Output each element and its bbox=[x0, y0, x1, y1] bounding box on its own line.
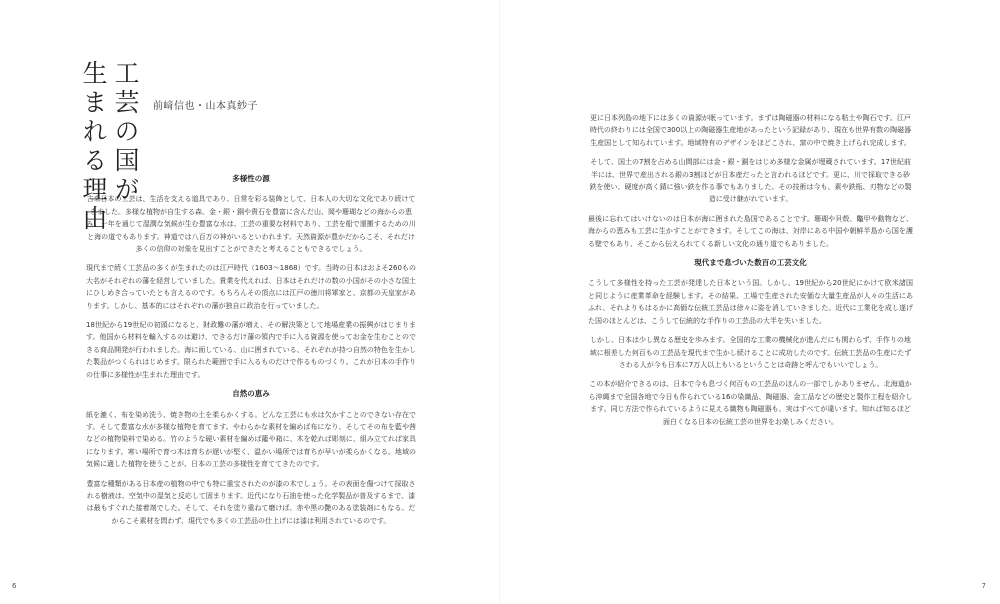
title-line-1: 工芸の国が bbox=[111, 60, 140, 205]
paragraph: 現代まで続く工芸品の多くが生まれたのは江戸時代（1603～1868）です。当時の日本はおよそ260もの大名がそれぞれの藩を経営していました。貴業を代えれば、日本はそれだけの数の小国がその小さな国土にひしめき合っていたとも言えるのです。もちろんその頂点には江戸の徳川将軍家と、京都の天皇家があります。しかし、基本的にはそれぞれの藩が独自に政治を行っていました。 bbox=[86, 264, 416, 310]
section-heading-modern-crafts: 現代まで息づいた数百の工芸文化 bbox=[694, 258, 807, 268]
title-line-2: 生まれる理由 bbox=[79, 60, 108, 234]
section-heading-nature: 自然の恵み bbox=[232, 389, 270, 399]
author-names: 前﨑信也・山本真紗子 bbox=[153, 101, 258, 112]
page-number-right: 7 bbox=[981, 582, 986, 590]
paragraph: 豊富な種類がある日本産の植物の中でも特に重宝されたのが漆の木でしょう。その表面を傷つけて採取される樹液は、空気中の湿気と反応して固まります。近代になり石油を使った化学製品が普及するまで、漆は最もすぐれた接着剤でした。そして、それを塗り重ねて磨けば、赤や黒の艶のある塗装剤にもなる。だからこそ素材を問わず、現代でも多くの工芸品の仕上げには漆は利用されているのです。 bbox=[86, 479, 416, 525]
paragraph: しかし、日本は少し異なる歴史を歩みます。全国的な工業の機械化が進んだにも関わらず、手作りの地域に根差した何百もの工芸品を現代まで生かし続けることに成功したのです。伝統工芸品の生産にたずさわる人が今も日本に7万人以上もいるということは奇跡と呼んでもいいでしょう。 bbox=[589, 336, 912, 369]
paragraph: こうして多様性を持った工芸が発達した日本という国。しかし、19世紀から20世紀にかけて欧米諸国と同じように産業革命を経験します。その結果、工場で生産された安価な大量生産品が人々の生活にあふれ、それよりもはるかに高価な伝統工芸品は徐々に姿を消していきました。近代に工業化を成し遂げた国のほとんどは、こうして伝統的な手作りの工芸品の大半を失いました。 bbox=[588, 279, 913, 325]
paragraph: そして、国土の7割を占める山間部には金・銀・銅をはじめ多様な金属が埋蔵されています。17世紀前半には、世界で産出される銀の3割ほどが日本産だったと言われるほどです。更に、川で採取できる砂鉄を使い、硬度が高く錆に強い鉄を作る事でもありました。その技術は今も、素や鉄瓶、刃物などの製造に受け継がれています。 bbox=[589, 158, 912, 204]
paragraph: 更に日本列島の地下には多くの資源が眠っています。まずは陶磁器の材料になる粘土や陶石です。江戸時代の終わりには全国で300以上の陶磁器生産地があったという記録があり、現在も世界有数の陶磁器生産国として知られています。地域特有のデザインをほどこされ、窯の中で焼き上げられ完成します。 bbox=[589, 114, 912, 147]
paragraph: この本が紹介できるのは、日本で今も息づく何百もの工芸品のほんの一部でしかありません。北海道から沖縄まで全国各地で今日も作られている16の染織品、陶磁器、金工品などの歴史と製作工程を紹介します。同じ方法で作られているように見える織物も陶磁器も、実はすべてが違います。知れば知るほど面白くなる日本の伝統工芸の世界をお楽しみください。 bbox=[588, 380, 913, 426]
page-number-left: 6 bbox=[12, 582, 17, 590]
paragraph: 古来日本の工芸は、生活を支える道具であり、日常を彩る装飾として、日本人の大切な文化であり続けてきました。多様な植物が自生する森。金・銀・銅や貴石を豊富に含んだ山、岡や珊瑚などの海からの恵み。一年を通じて湿潤な気候が生む豊富な水は、工芸の重要な材料であり、工芸を船で運搬するための川と海の道でもあります。神道では八百万の神がいるといわれます。天然資源が豊かだからこそ、それだけ多くの信仰の対象を見出すことができたと考えることもできるでしょう。 bbox=[86, 195, 416, 254]
paragraph: 18世紀から19世紀の初頭になると、財政難の藩が増え、その解決策として地場産業の振興がはじまります。他国から材料を輸入するのは避け、できるだけ藩の領内で手に入る資源を使ってお金を生むことのできる商品開発が行われました。海に面している、山に囲まれている、それぞれが持つ自然の特色を生かした製品がつくられはじめます。限られた範囲で手に入るものだけで作るものづくり。これが日本の手作りの仕事に多様性が生まれた理由です。 bbox=[86, 321, 416, 379]
paragraph: 紙を漉く、布を染め洗う、焼き物の土を柔らかくする。どんな工芸にも水は欠かすことのできない存在です。そして豊富な水が多様な植物を育てます。やわらかな素材を編めば布になり、そしてその布を藍や茜などの植物染料で染める。竹のような硬い素材を編めば籠や箱に、木を乾れば彫刻に、組み立てれば家具になります。寒い場所で育つ木は育ちが遅いが堅く、温かい場所では育ちが早いが柔らかくなる。地域の気候に適した植物を使うことが、日本の工芸の多様性を育ててきたのです。 bbox=[86, 410, 416, 469]
left-column bbox=[86, 167, 416, 534]
paragraph: 最後に忘れてはいけないのは日本が海に囲まれた島国であることです。珊瑚や貝殻、鼈甲や動物など、海からの恵みも工芸に生かすことができます。そしてこの海は、対岸にある中国や朝鮮半島から国を護る壁でもあり、そこから伝えられてくる新しい文化の通り道でもありました。 bbox=[588, 214, 913, 248]
section-heading-diversity: 多様性の源 bbox=[232, 174, 270, 183]
right-column bbox=[588, 112, 913, 435]
